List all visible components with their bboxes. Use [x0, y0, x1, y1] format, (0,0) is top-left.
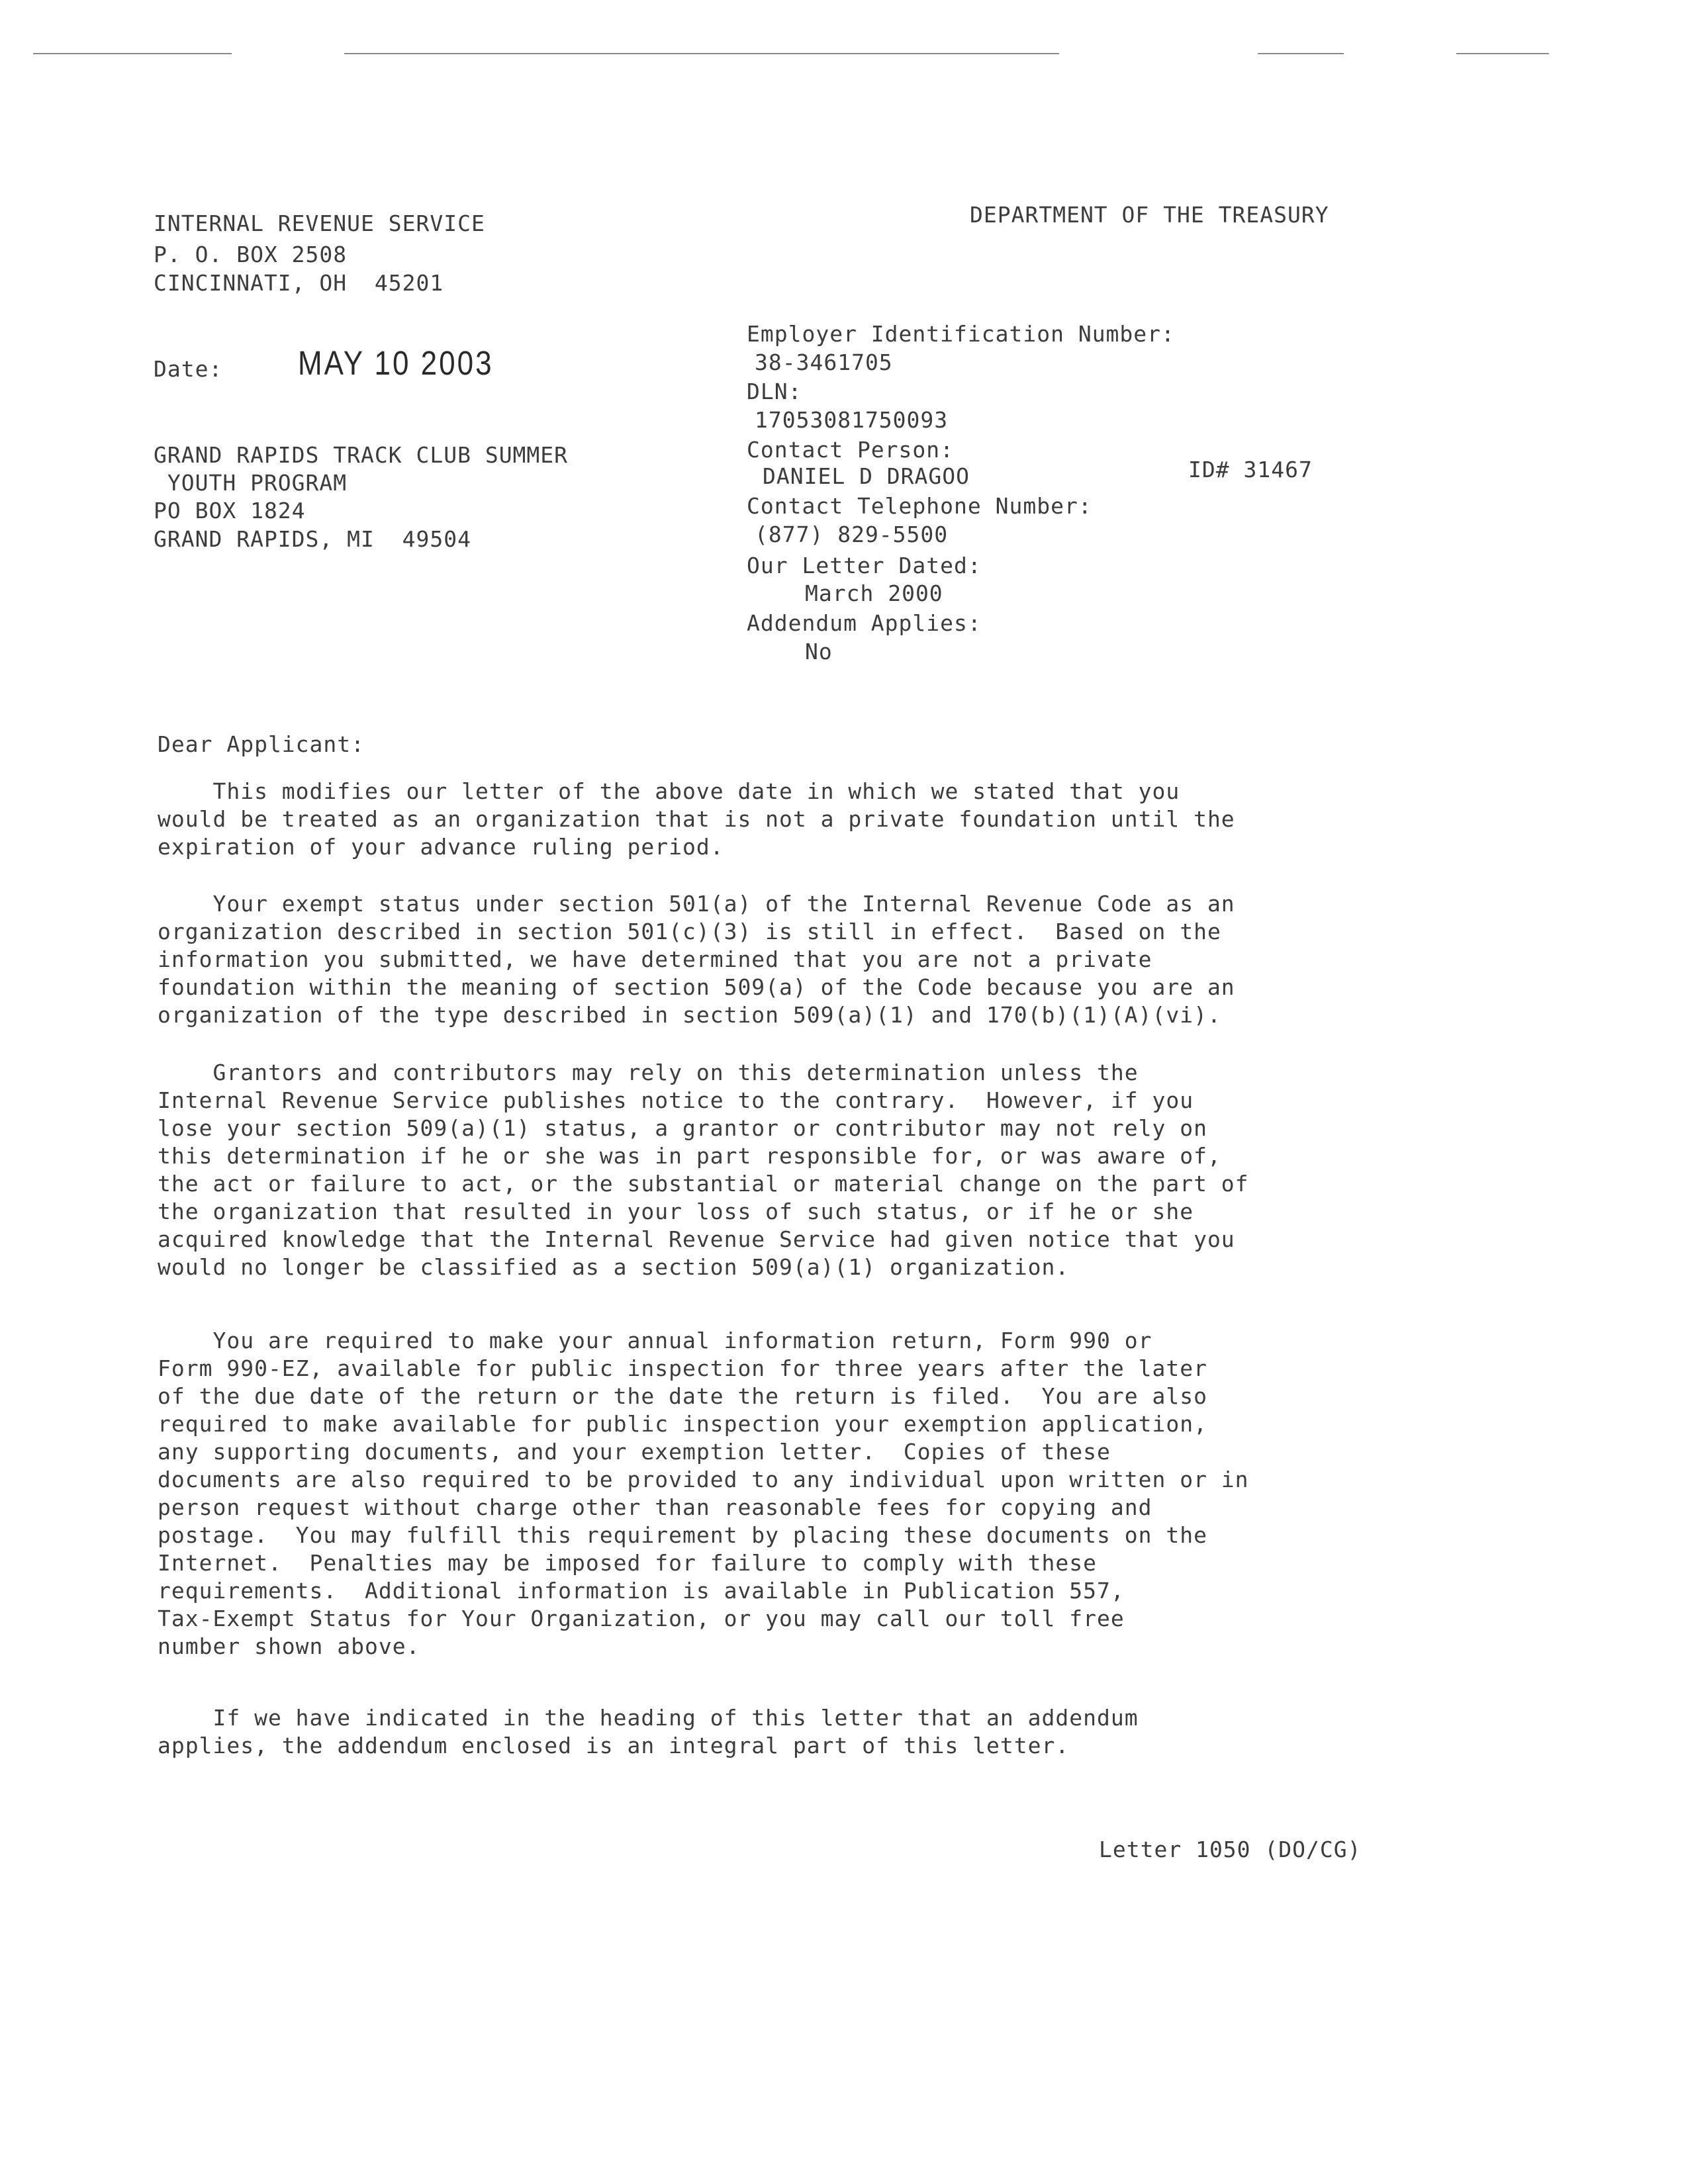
dln-value: 17053081750093 — [755, 407, 949, 433]
addendum-value: No — [805, 639, 833, 664]
recipient-line-2: YOUTH PROGRAM — [154, 470, 348, 496]
contact-person-value: DANIEL D DRAGOO — [763, 463, 970, 489]
ein-label: Employer Identification Number: — [747, 321, 1175, 347]
recipient-line-4: GRAND RAPIDS, MI 49504 — [154, 526, 471, 552]
body-paragraph-4: You are required to make your annual information return, Form 990 or Form 990-EZ, available for public inspection for three years after the later of the due date of the return or the date the return is filed. You are also required to make available for public inspection your exemption application, any supporting documents, and your exemption letter. Copies of these documents are also required to be provided to any individual upon written or in person request without charge other than reasonable fees for copying and postage. You may fulfill this requirement by placing these documents on the Internet. Penalties may be imposed for failure to comply with these requirements. Additional information is available in Publication 557, Tax-Exempt Status for Your Organization, or you may call our toll free number shown above. — [158, 1328, 1249, 1659]
phone-value: (877) 829-5500 — [755, 522, 949, 547]
body-paragraph-5: If we have indicated in the heading of this letter that an addendum applies, the addendum enclosed is an integral part of this letter. — [158, 1705, 1139, 1758]
salutation: Dear Applicant: — [158, 731, 365, 757]
sender-address-1: P. O. BOX 2508 — [154, 242, 348, 267]
date-stamp: MAY 10 2003 — [298, 345, 494, 383]
letter-form-number: Letter 1050 (DO/CG) — [1099, 1837, 1362, 1862]
recipient-line-3: PO BOX 1824 — [154, 498, 306, 523]
body-paragraph-2: Your exempt status under section 501(a) of the Internal Revenue Code as an organization described in section 501(c)(3) is still in effect. Based on the information you submitted, we have determined that you are not a private foundation within the meaning of section 509(a) of the Code because you are an organization of the type described in section 509(a)(1) and 170(b)(1)(A)(vi). — [158, 891, 1235, 1028]
ein-value: 38-3461705 — [755, 349, 893, 375]
scan-line — [344, 53, 1059, 54]
contact-id: ID# 31467 — [1188, 457, 1313, 482]
contact-person-label: Contact Person: — [747, 437, 955, 463]
recipient-line-1: GRAND RAPIDS TRACK CLUB SUMMER — [154, 442, 569, 468]
scan-line — [1456, 53, 1549, 54]
letter-dated-value: March 2000 — [805, 580, 943, 606]
dln-label: DLN: — [747, 379, 802, 404]
body-paragraph-1: This modifies our letter of the above date in which we stated that you would be treated as an organization that is not a private foundation until the expiration of your advance ruling period. — [158, 778, 1235, 860]
phone-label: Contact Telephone Number: — [747, 493, 1092, 519]
body-paragraph-3: Grantors and contributors may rely on this determination unless the Internal Revenue Service publishes notice to the contrary. However, if you lose your section 509(a)(1) status, a grantor or contributor may not rely on this determination if he or she was in part responsible for, or was aware of, the act or failure to act, or the substantial or material change on the part of the organization that resulted in your loss of such status, or if he or she acquired knowledge that the Internal Revenue Service had given notice that you would no longer be classified as a section 509(a)(1) organization. — [158, 1060, 1249, 1280]
letter-dated-label: Our Letter Dated: — [747, 553, 982, 578]
scan-line — [33, 53, 232, 54]
sender-name: INTERNAL REVENUE SERVICE — [154, 210, 485, 236]
sender-address-2: CINCINNATI, OH 45201 — [154, 270, 444, 296]
date-label: Date: — [154, 356, 223, 382]
scan-line — [1258, 53, 1344, 54]
department-header: DEPARTMENT OF THE TREASURY — [970, 202, 1329, 228]
addendum-label: Addendum Applies: — [747, 610, 982, 636]
